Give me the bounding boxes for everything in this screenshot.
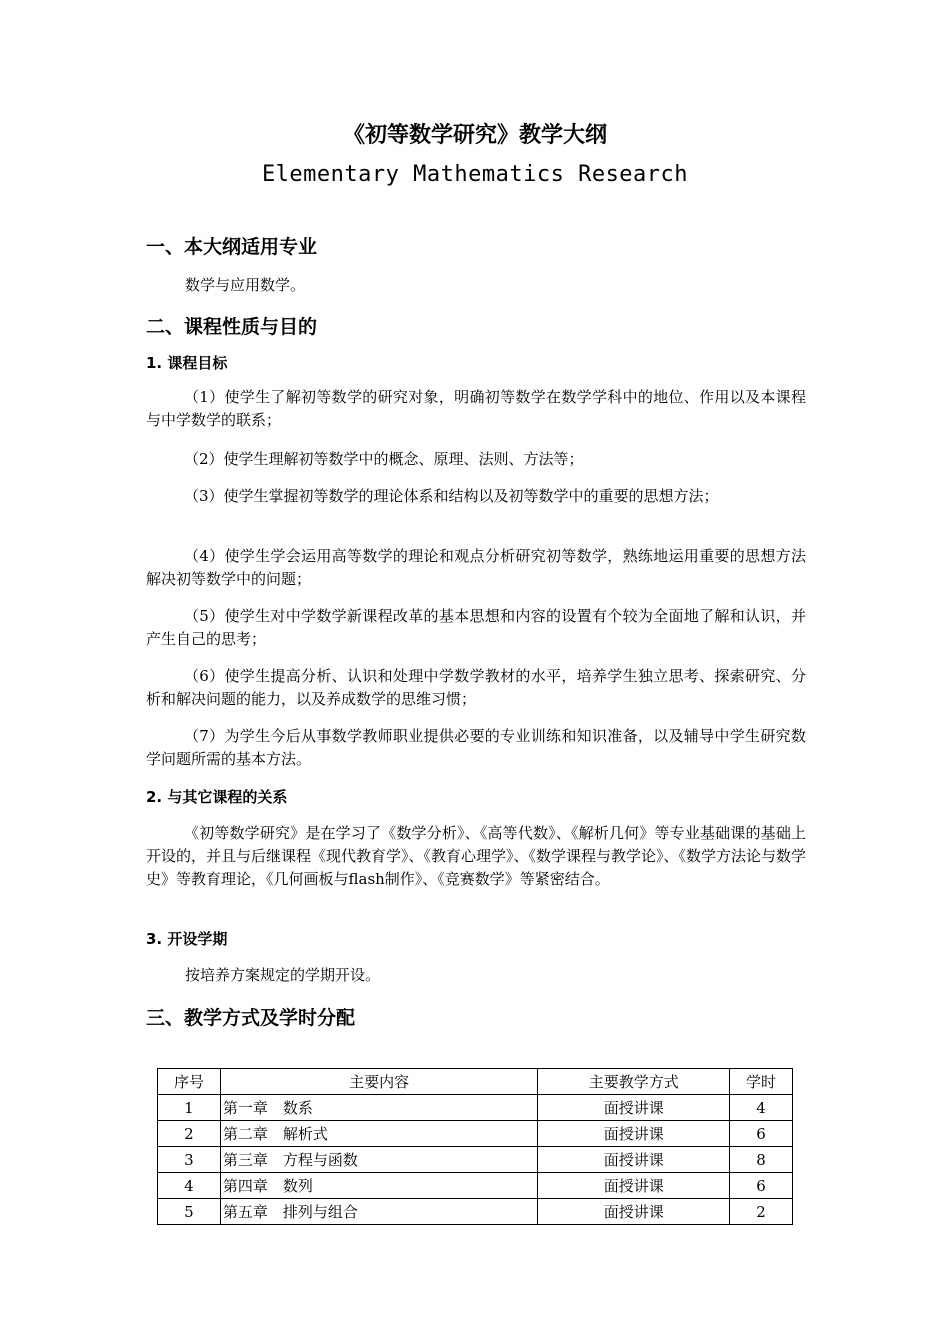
goal-item: （6）使学生提高分析、认识和处理中学数学教材的水平，培养学生独立思考、探索研究、分析和解决问题的能力，以及养成数学的思维习惯； <box>146 667 806 708</box>
table-row <box>158 1199 793 1225</box>
cell-hours: 4 <box>730 1095 793 1121</box>
goal-item: （3）使学生掌握初等数学的理论体系和结构以及初等数学中的重要的思想方法； <box>184 487 719 505</box>
cell-hours: 6 <box>730 1173 793 1199</box>
cell-content: 第四章 数列 <box>220 1173 537 1199</box>
header-content: 主要内容 <box>220 1069 537 1095</box>
table-row <box>158 1147 793 1173</box>
cell-method: 面授讲课 <box>538 1199 730 1225</box>
cell-index: 5 <box>158 1199 221 1225</box>
document-title: 《初等数学研究》教学大纲 <box>342 123 607 148</box>
table-header-row <box>158 1069 793 1095</box>
cell-index: 1 <box>158 1095 221 1121</box>
cell-hours: 6 <box>730 1121 793 1147</box>
table-row <box>158 1121 793 1147</box>
goal-item: （1）使学生了解初等数学的研究对象，明确初等数学在数学学科中的地位、作用以及本课程与中学数学的联系； <box>146 388 806 429</box>
cell-index: 2 <box>158 1121 221 1147</box>
cell-hours: 2 <box>730 1199 793 1225</box>
section-heading-applicable-major: 一、本大纲适用专业 <box>146 236 318 258</box>
cell-content: 第三章 方程与函数 <box>220 1147 537 1173</box>
table-row <box>158 1095 793 1121</box>
cell-method: 面授讲课 <box>538 1095 730 1121</box>
course-relations-text: 《初等数学研究》是在学习了《数学分析》、《高等代数》、《解析几何》等专业基础课的基础上开设的，并且与后继课程《现代教育学》、《教育心理学》、《数学课程与教学论》、《数学方法论与数学史》等教育理论，《几何画板与flash制作》、《竞赛数学》等紧密结合。 <box>146 824 807 888</box>
applicable-major-text: 数学与应用数学。 <box>185 276 306 294</box>
goal-item: （2）使学生理解初等数学中的概念、原理、法则、方法等； <box>184 450 584 468</box>
hours-allocation-table <box>157 1068 793 1225</box>
goal-item: （5）使学生对中学数学新课程改革的基本思想和内容的设置有个较为全面地了解和认识，并产生自己的思考； <box>146 607 806 648</box>
cell-method: 面授讲课 <box>538 1147 730 1173</box>
table-row <box>158 1173 793 1199</box>
term-text: 按培养方案规定的学期开设。 <box>185 966 381 984</box>
goal-item: （4）使学生学会运用高等数学的理论和观点分析研究初等数学，熟练地运用重要的思想方法解决初等数学中的问题； <box>146 547 806 588</box>
header-index: 序号 <box>158 1069 221 1095</box>
cell-content: 第二章 解析式 <box>220 1121 537 1147</box>
cell-hours: 8 <box>730 1147 793 1173</box>
cell-method: 面授讲课 <box>538 1121 730 1147</box>
subheading-term: 3. 开设学期 <box>146 930 228 948</box>
cell-method: 面授讲课 <box>538 1173 730 1199</box>
cell-index: 4 <box>158 1173 221 1199</box>
section-heading-teaching-methods: 三、教学方式及学时分配 <box>146 1007 356 1029</box>
cell-content: 第五章 排列与组合 <box>220 1199 537 1225</box>
section-heading-course-nature: 二、课程性质与目的 <box>146 316 318 338</box>
header-method: 主要教学方式 <box>538 1069 730 1095</box>
goal-item: （7）为学生今后从事数学教师职业提供必要的专业训练和知识准备，以及辅导中学生研究数学问题所需的基本方法。 <box>146 727 806 768</box>
cell-index: 3 <box>158 1147 221 1173</box>
document-subtitle: Elementary Mathematics Research <box>261 162 689 187</box>
header-hours: 学时 <box>730 1069 793 1095</box>
subheading-course-relations: 2. 与其它课程的关系 <box>146 788 288 806</box>
subheading-course-goals: 1. 课程目标 <box>146 354 228 372</box>
cell-content: 第一章 数系 <box>220 1095 537 1121</box>
